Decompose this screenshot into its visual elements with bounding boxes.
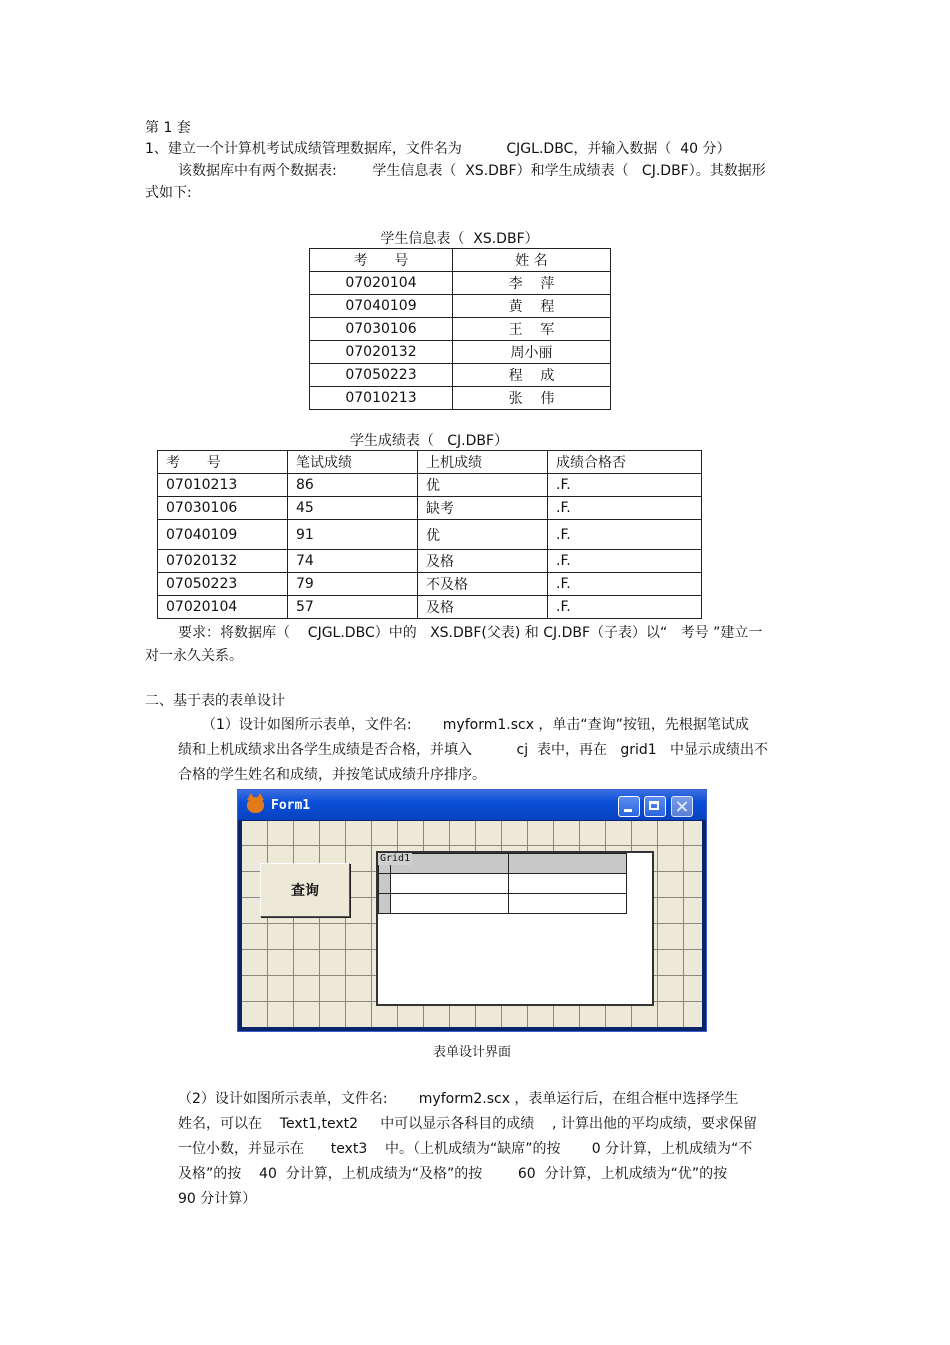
- cell: 07020104: [310, 272, 453, 295]
- cell: 07010213: [310, 387, 453, 410]
- section2-title: 二、基于表的表单设计: [145, 693, 285, 709]
- section2-p1-line1: （1）设计如图所示表单，文件名: myform1.scx ，单击“查询”按钮，先根据笔试成: [202, 717, 749, 733]
- cell: 周小丽: [453, 341, 611, 364]
- query-button[interactable]: 查询: [260, 863, 350, 917]
- grid1-table: [378, 853, 627, 914]
- table-row: [158, 596, 702, 619]
- section2-p1-line3: 合格的学生姓名和成绩，并按笔试成绩升序排序。: [178, 767, 486, 783]
- cell: 07050223: [158, 573, 288, 596]
- table-row: [310, 272, 611, 295]
- cell: 07040109: [310, 295, 453, 318]
- requirement-line2: 对一永久关系。: [145, 648, 243, 664]
- form1-canvas: [242, 821, 702, 1027]
- table-row: [158, 520, 702, 550]
- table-row: [310, 318, 611, 341]
- column-header: 姓 名: [453, 249, 611, 272]
- section2-p1-line2: 绩和上机成绩求出各学生成绩是否合格，并填入 cj 表中，再在 grid1 中显示成绩出不: [178, 742, 769, 758]
- grid-cell[interactable]: [509, 894, 627, 914]
- cell: .F.: [548, 550, 702, 573]
- cell: 57: [288, 596, 418, 619]
- q1-line3: 式如下:: [145, 185, 192, 201]
- cell: 07010213: [158, 474, 288, 497]
- grid-cell: [379, 894, 391, 914]
- section2-p2-line5: 90 分计算）: [178, 1191, 257, 1207]
- cell: 86: [288, 474, 418, 497]
- cell: 李 萍: [453, 272, 611, 295]
- cell: 优: [418, 520, 548, 550]
- table-row: [158, 573, 702, 596]
- column-header: 考 号: [158, 451, 288, 474]
- form1-titlebar[interactable]: [238, 790, 706, 820]
- cell: 优: [418, 474, 548, 497]
- cell: .F.: [548, 573, 702, 596]
- table-row: [310, 341, 611, 364]
- cell: 程 成: [453, 364, 611, 387]
- q1-line1: 1、建立一个计算机考试成绩管理数据库，文件名为 CJGL.DBC，并输入数据（ 40 分）: [145, 141, 731, 157]
- column-header: 上机成绩: [418, 451, 548, 474]
- column-header: 考 号: [310, 249, 453, 272]
- grid-cell[interactable]: [509, 874, 627, 894]
- grid-row: [379, 894, 627, 914]
- q1-line2: 该数据库中有两个数据表: 学生信息表（ XS.DBF）和学生成绩表（ CJ.DBF）。其数据形: [178, 163, 766, 179]
- cell: 07020132: [158, 550, 288, 573]
- cell: 79: [288, 573, 418, 596]
- section2-p2-line4: 及格”的按 40 分计算，上机成绩为“及格”的按 60 分计算，上机成绩为“优”的按: [178, 1166, 728, 1182]
- form1-window: [237, 789, 707, 1032]
- cell: 张 伟: [453, 387, 611, 410]
- cell: 45: [288, 497, 418, 520]
- xs-table: [309, 248, 611, 410]
- grid1[interactable]: [376, 851, 654, 1006]
- maximize-icon[interactable]: [644, 796, 666, 817]
- minimize-icon[interactable]: [618, 796, 640, 817]
- fox-icon: [247, 797, 264, 813]
- cell: .F.: [548, 497, 702, 520]
- cell: 07020104: [158, 596, 288, 619]
- cell: 91: [288, 520, 418, 550]
- cell: 不及格: [418, 573, 548, 596]
- cell: .F.: [548, 474, 702, 497]
- table-row: [158, 497, 702, 520]
- grid-cell: [509, 854, 627, 874]
- table-row: [310, 364, 611, 387]
- table-header-row: [158, 451, 702, 474]
- grid-cell: [379, 874, 391, 894]
- grid-row: [379, 874, 627, 894]
- section2-p2-line2: 姓名，可以在 Text1,text2 中可以显示各科目的成绩 , 计算出他的平均成绩，要求保留: [178, 1116, 757, 1132]
- cell: .F.: [548, 520, 702, 550]
- column-header: 笔试成绩: [288, 451, 418, 474]
- section2-p2-line3: 一位小数，并显示在 text3 中。（上机成绩为“缺席”的按 0 分计算，上机成绩为“不: [178, 1141, 753, 1157]
- cj-table-caption: 学生成绩表（ CJ.DBF）: [349, 433, 509, 449]
- table-row: [310, 295, 611, 318]
- grid1-label: Grid1: [380, 853, 411, 864]
- cell: 07030106: [158, 497, 288, 520]
- set-heading: 第 1 套: [145, 120, 191, 136]
- cell: 缺考: [418, 497, 548, 520]
- table-header-row: [310, 249, 611, 272]
- section2-p2-line1: （2）设计如图所示表单，文件名: myform2.scx ，表单运行后，在组合框中选择学生: [178, 1091, 739, 1107]
- cell: 王 军: [453, 318, 611, 341]
- table-row: [158, 474, 702, 497]
- xs-table-caption: 学生信息表（ XS.DBF）: [380, 231, 539, 247]
- grid-cell[interactable]: [391, 874, 509, 894]
- close-icon[interactable]: [671, 796, 693, 817]
- cell: 74: [288, 550, 418, 573]
- cj-table: [157, 450, 702, 619]
- table-row: [310, 387, 611, 410]
- cell: 07030106: [310, 318, 453, 341]
- table-row: [158, 550, 702, 573]
- column-header: 成绩合格否: [548, 451, 702, 474]
- cell: 黄 程: [453, 295, 611, 318]
- grid-cell[interactable]: [391, 894, 509, 914]
- cell: 及格: [418, 596, 548, 619]
- grid-header-row: [379, 854, 627, 874]
- form-caption: 表单设计界面: [432, 1045, 511, 1060]
- cell: 及格: [418, 550, 548, 573]
- cell: .F.: [548, 596, 702, 619]
- cell: 07040109: [158, 520, 288, 550]
- cell: 07020132: [310, 341, 453, 364]
- requirement-line1: 要求：将数据库（ CJGL.DBC）中的 XS.DBF(父表) 和 CJ.DBF（子表）以“ 考号 ”建立一: [178, 625, 763, 641]
- cell: 07050223: [310, 364, 453, 387]
- form1-title: Form1: [271, 798, 311, 813]
